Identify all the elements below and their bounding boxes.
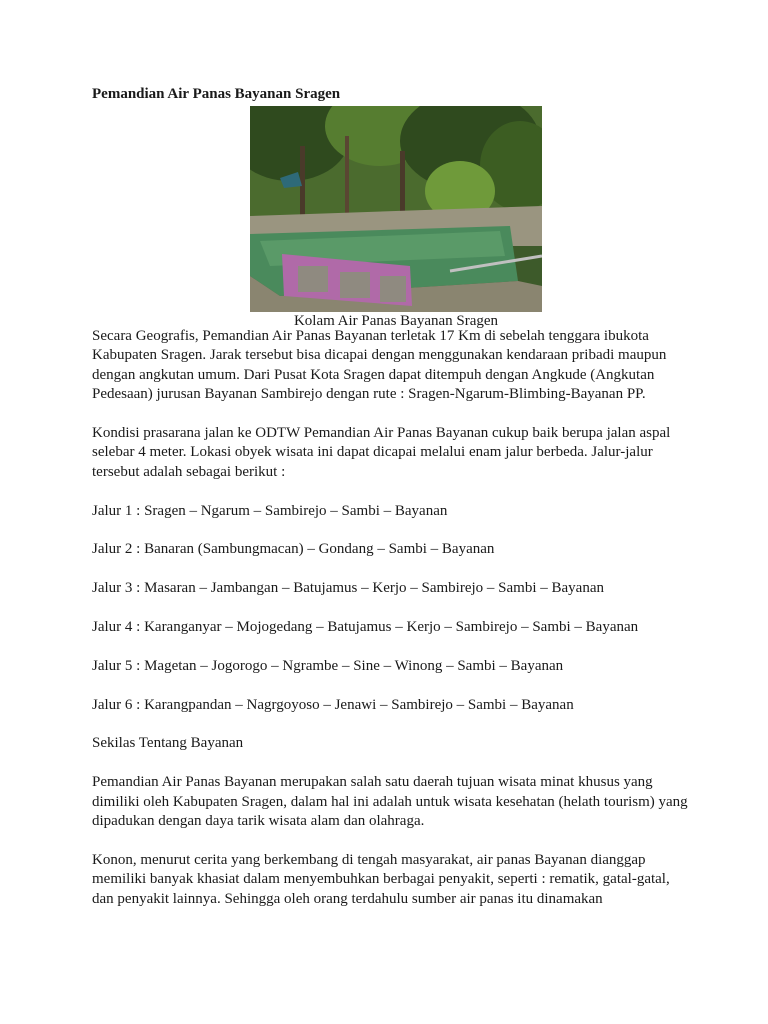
- figure-caption: Kolam Air Panas Bayanan Sragen: [293, 313, 499, 329]
- paragraph-sekilas: Pemandian Air Panas Bayanan merupakan salah satu daerah tujuan wisata minat khusus yang dimiliki oleh Kabupaten Sragen, dalam hal ini adalah untuk wisata kesehatan (helath tourism) yang dipadukan dengan daya tarik wisata alam dan olahraga.: [92, 774, 688, 830]
- route-1: Jalur 1 : Sragen – Ngarum – Sambirejo – Sambi – Bayanan: [92, 502, 448, 519]
- route-6: Jalur 6 : Karangpandan – Nagrgoyoso – Jenawi – Sambirejo – Sambi – Bayanan: [92, 696, 574, 713]
- section-heading-sekilas: Sekilas Tentang Bayanan: [92, 735, 244, 752]
- route-2: Jalur 2 : Banaran (Sambungmacan) – Gondang – Sambi – Bayanan: [92, 541, 495, 558]
- route-5: Jalur 5 : Magetan – Jogorogo – Ngrambe – Sine – Winong – Sambi – Bayanan: [92, 657, 564, 674]
- pool-photo: [250, 106, 542, 312]
- paragraph-geografis: Secara Geografis, Pemandian Air Panas Bayanan terletak 17 Km di sebelah tenggara ibukota Kabupaten Sragen. Jarak tersebut bisa dicapai dengan menggunakan kendaraan pribadi maupun dengan angkutan umum. Dari Pusat Kota Sragen dapat ditempuh dengan Angkude (Angkutan Pedesaan) jurusan Bayanan Sambirejo dengan rute : Sragen-Ngarum-Blimbing-Bayanan PP.: [92, 328, 667, 403]
- paragraph-konon: Konon, menurut cerita yang berkembang di tengah masyarakat, air panas Bayanan dianggap memiliki banyak khasiat dalam menyembuhkan berbagai penyakit, seperti : rematik, gatal-gatal, dan penyakit lainnya. Sehingga oleh orang terdahulu sumber air panas itu dinamakan: [92, 851, 670, 907]
- route-3: Jalur 3 : Masaran – Jambangan – Batujamus – Kerjo – Sambirejo – Sambi – Bayanan: [92, 580, 604, 597]
- route-4: Jalur 4 : Karanganyar – Mojogedang – Batujamus – Kerjo – Sambirejo – Sambi – Bayanan: [92, 619, 639, 636]
- pool-photo-illustration: [250, 106, 542, 312]
- document-title: Pemandian Air Panas Bayanan Sragen: [92, 86, 341, 102]
- paragraph-kondisi: Kondisi prasarana jalan ke ODTW Pemandian Air Panas Bayanan cukup baik berupa jalan aspal selebar 4 meter. Lokasi obyek wisata ini dapat dicapai melalui enam jalur berbeda. Jalur-jalur tersebut adalah sebagai berikut :: [92, 425, 671, 480]
- document-body: [92, 327, 692, 928]
